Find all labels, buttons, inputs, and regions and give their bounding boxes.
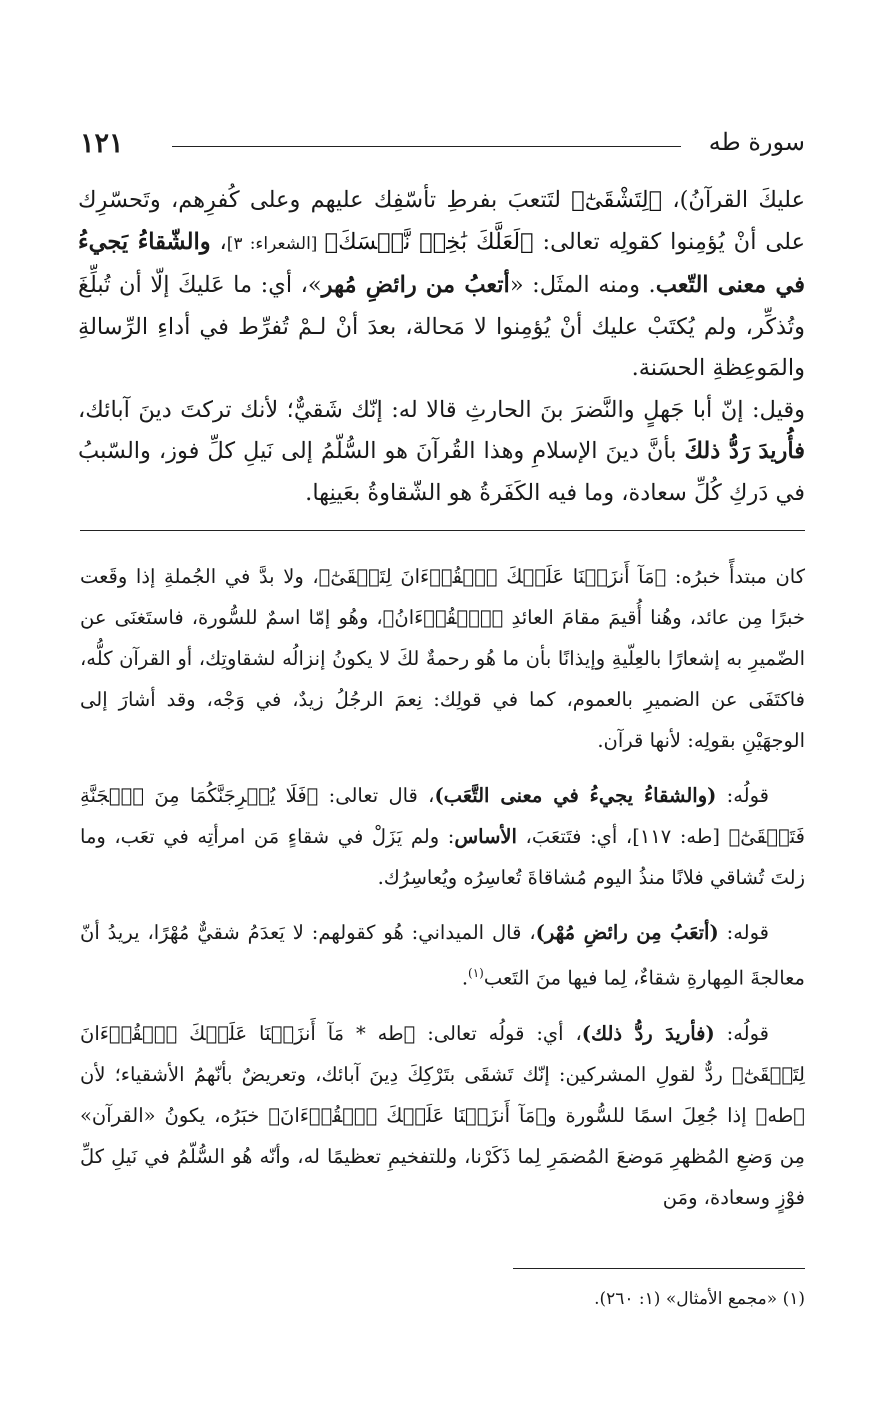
page-number: ١٢١ [80,128,124,159]
surah-title: سورة طه [708,128,805,156]
bold-phrase: والشّقاءُ يَجيءُ في معنى التّعب [78,228,805,298]
commentary-paragraph-2 [80,775,805,898]
commentary-paragraph-4 [80,1013,805,1218]
main-paragraph-2 [78,390,805,515]
bold-phrase: (فأريدَ ردُّ ذلك) [581,1021,715,1045]
text-segment: : ولم يَزَلْ في شقاءٍ مَن امرأتِه في تعَب، وما زلتَ تُشاقي فلانًا منذُ اليوم مُشاقاةَ تُعاسِرُه ويُعاسِرُك. [80,825,805,889]
bold-phrase: أتعبُ من رائضِ مُهر [321,272,510,298]
text-segment: قولُه: [714,1021,769,1045]
quran-quote: ﴿لِتَشْقَىٰٓ﴾ [571,187,663,213]
section-divider [80,530,805,531]
page-header [80,124,805,168]
text-segment: عليكَ القرآنُ)، [662,187,805,213]
text-segment: ، [210,228,227,255]
text-segment: ، أي: قولُه تعالى: ﴿طه * مَآ أَنزَلۡنَا عَلَيۡكَ ٱلۡقُرۡءَانَ لِتَشۡقَىٰٓ﴾ ردٌّ لقولِ المشركين: إنّك تَشقَى بتَرْكِكَ دِينَ آبائك، وتعريضٌ بأنّهمُ الأشقياء؛ لأن ﴿طه﴾ إذا جُعِلَ اسمًا للسُّورة و﴿مَآ أَنزَلۡنَا عَلَيۡكَ ٱلۡقُرۡءَانَ﴾ خبَرُه، يكونُ «القرآن» مِن وَضعِ المُظهرِ مَوضعَ المُضمَرِ لِما ذَكَرْنا، وللتفخيمِ تعظيمًا له، وأنّه هُو السُّلّمُ في نَيلِ كلِّ فوْزٍ وسعادة، ومَن [80,1021,805,1209]
commentary [80,556,805,1232]
bold-phrase: فأُريدَ رَدُّ ذلكَ [684,438,805,464]
commentary-paragraph-1: كان مبتدأً خبرُه: ﴿مَآ أَنزَلۡنَا عَلَيۡكَ ٱلۡقُرۡءَانَ لِتَشۡقَىٰٓ﴾، ولا بدَّ في الجُملةِ إذا وقَعت خبرًا مِن عائد، وهُنا أُقيمَ مقامَ العائدِ ﴿ٱلۡقُرۡءَانُ﴾، وهُو إمّا اسمٌ للسُّورة، فاستَغنَى عن الضّميرِ به إشعارًا بالعِلّيةِ وإيذانًا بأن ما هُو رحمةٌ لكَ لا يكونُ إنزالُه لشقاوتِك، أو القرآن كلُّه، فاكتَفَى عن الضميرِ بالعموم، كما في قولِك: نِعمَ الرجُلُ زيدٌ، في وَجْه، وقد أشارَ إلى الوجهَيْنِ بقولِه: لأنها قرآن. [80,565,805,752]
main-text [78,180,805,514]
verse-reference: [الشعراء: ٣] [226,233,325,254]
text-segment: وقيل: إنّ أبا جَهلٍ والنَّضرَ بنَ الحارثِ قالا له: إنّك شَقيٌّ؛ لأنك تركتَ دينَ آبائك، [78,396,805,423]
text-segment: . ومنه المثَل: « [509,272,656,298]
text-segment: ، قال تعالى: ﴿فَلَا يُخۡرِجَنَّكُمَا مِنَ ٱلۡجَنَّةِ فَتَشۡقَىٰٓ﴾ [طه: ١١٧]، أي: فتَتعَبَ، [80,784,805,848]
text-segment: . [461,966,469,990]
text-segment: ، قال الميداني: هُو كقولهم: لا يَعدَمُ شقيٌّ مُهْرًا، يريدُ أنّ معالجةَ المِهارةِ شقاءٌ، لِما فيها منَ التَعب [80,921,805,990]
bold-phrase: (والشقاءُ يجيءُ في معنى التَّعَب) [434,784,717,807]
text-segment: »، أي: ما عَليكَ إلّا أن تُبلِّغَ وتُذكِّر، ولم يُكتَبْ عليك أنْ يُؤمِنوا لا مَحالة، بعدَ أنْ لـمْ تُفرِّط في أداءِ الرِّسالةِ والمَوعِظةِ الحسَنة. [78,272,805,381]
bold-phrase: (أتعَبُ مِن رائضِ مُهْر) [535,921,719,944]
footnote-marker[interactable]: (١) [468,966,484,980]
text-segment: قولُه: [716,784,769,807]
commentary-paragraph-3 [80,912,805,999]
footnote: (١) «مجمع الأمثال» (١: ٢٦٠). [594,1289,805,1309]
text-segment: قوله: [718,921,770,944]
header-rule [172,146,681,147]
footnote-rule [513,1268,805,1269]
quran-quote: ﴿لَعَلَّكَ بَٰخِعٞ نَّفۡسَكَ﴾ [324,228,534,255]
bold-phrase: الأساس [454,825,517,848]
text-segment: لتَتعبَ بفرطِ تأسّفِك عليهم وعلى كُفرِهم، وتَحسّرِك على أنْ يُؤمِنوا كقولِه تعالى: [78,187,805,255]
text-segment: بأنَّ دينَ الإسلامِ وهذا القُرآنَ هو السُّلّمُ إلى نَيلِ كلِّ فوز، والسّببُ في دَركِ كُلِّ سعادة، وما فيه الكَفَرةُ هو الشّقاوةُ بعَينِها. [78,438,805,506]
main-paragraph-1 [78,180,805,390]
